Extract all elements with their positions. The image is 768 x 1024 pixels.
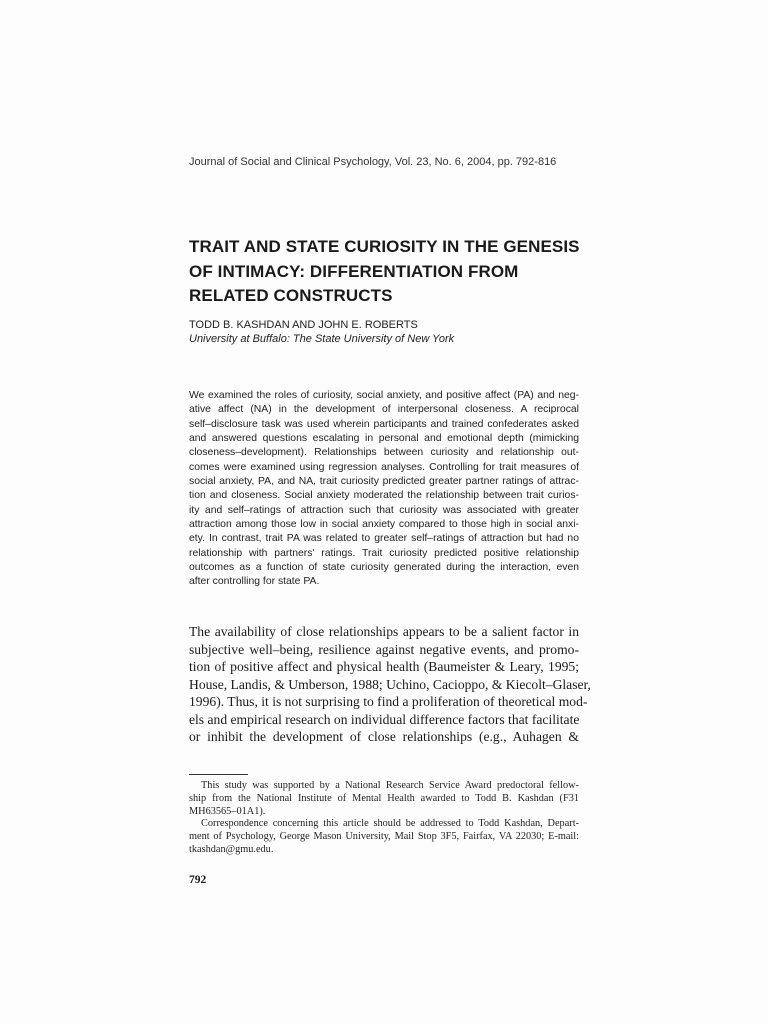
abstract-line: comes were examined using regression analyses. Controlling for trait measures of: [189, 461, 579, 473]
footnote-line: ship from the National Institute of Mental Health awarded to Todd B. Kashdan (F31: [189, 792, 579, 804]
abstract-line: after controlling for state PA.: [189, 576, 320, 588]
running-head: Journal of Social and Clinical Psychology, Vol. 23, No. 6, 2004, pp. 792-816: [189, 156, 557, 168]
abstract: [189, 389, 579, 590]
footnote: [189, 780, 579, 857]
abstract-line: ity and self–ratings of attraction such that curiosity was associated with greater: [189, 504, 579, 516]
abstract-line: and answered questions escalating in personal and emotional depth (mimicking: [189, 433, 579, 445]
abstract-line: self–disclosure task was used wherein participants and trained confederates asked: [189, 418, 579, 430]
footnote-line: Correspondence concerning this article should be addressed to Todd Kashdan, Depart-: [201, 818, 579, 830]
footnote-line: MH63565–01A1).: [189, 805, 266, 817]
body-line: subjective well–being, resilience against negative events, and promo-: [189, 641, 579, 657]
abstract-line: attraction among those low in social anxiety compared to those high in social anxi-: [189, 519, 579, 531]
abstract-line: outcomes as a function of state curiosity generated during the interaction, even: [189, 562, 579, 574]
footnote-line: tkashdan@gmu.edu.: [189, 843, 274, 855]
abstract-line: closeness–development). Relationships between curiosity and relationship out-: [189, 447, 579, 459]
abstract-line: ety. In contrast, trait PA was related to greater self–ratings of attraction but had no: [189, 533, 579, 545]
title-line: OF INTIMACY: DIFFERENTIATION FROM: [189, 261, 519, 281]
body-line: 1996). Thus, it is not surprising to find a proliferation of theoretical mod-: [189, 694, 588, 709]
article-title: [189, 235, 589, 309]
abstract-line: relationship with partners' ratings. Trait curiosity predicted positive relationship: [189, 547, 579, 559]
title-line: TRAIT AND STATE CURIOSITY IN THE GENESIS: [189, 237, 580, 256]
body-line: The availability of close relationships appears to be a salient factor in: [189, 624, 579, 639]
footnote-line: This study was supported by a National Research Service Award predoctoral fellow-: [201, 780, 579, 791]
abstract-line: ative affect (NA) in the development of interpersonal closeness. A reciprocal: [189, 404, 579, 416]
abstract-line: We examined the roles of curiosity, social anxiety, and positive affect (PA) and neg-: [189, 390, 579, 401]
title-line: RELATED CONSTRUCTS: [189, 286, 393, 305]
author-names: TODD B. KASHDAN AND JOHN E. ROBERTS: [189, 319, 418, 331]
body-line: or inhibit the development of close relationships (e.g., Auhagen &: [189, 729, 579, 744]
abstract-line: tion and closeness. Social anxiety moderated the relationship between trait curios-: [189, 490, 579, 502]
body-line: tion of positive affect and physical health (Baumeister & Leary, 1995;: [189, 659, 579, 674]
body-line: House, Landis, & Umberson, 1988; Uchino, Cacioppo, & Kiecolt–Glaser,: [189, 676, 591, 692]
body-line: els and empirical research on individual difference factors that facilitate: [189, 711, 580, 727]
footnote-divider: [189, 774, 248, 775]
body-paragraph: [189, 623, 591, 746]
abstract-line: social anxiety, PA, and NA, trait curiosity predicted greater partner ratings of attrac-: [189, 476, 579, 488]
page-number: 792: [189, 874, 207, 886]
footnote-line: ment of Psychology, George Mason University, Mail Stop 3F5, Fairfax, VA 22030; E-mail:: [189, 831, 579, 843]
author-affiliation: University at Buffalo: The State University of New York: [189, 333, 455, 345]
